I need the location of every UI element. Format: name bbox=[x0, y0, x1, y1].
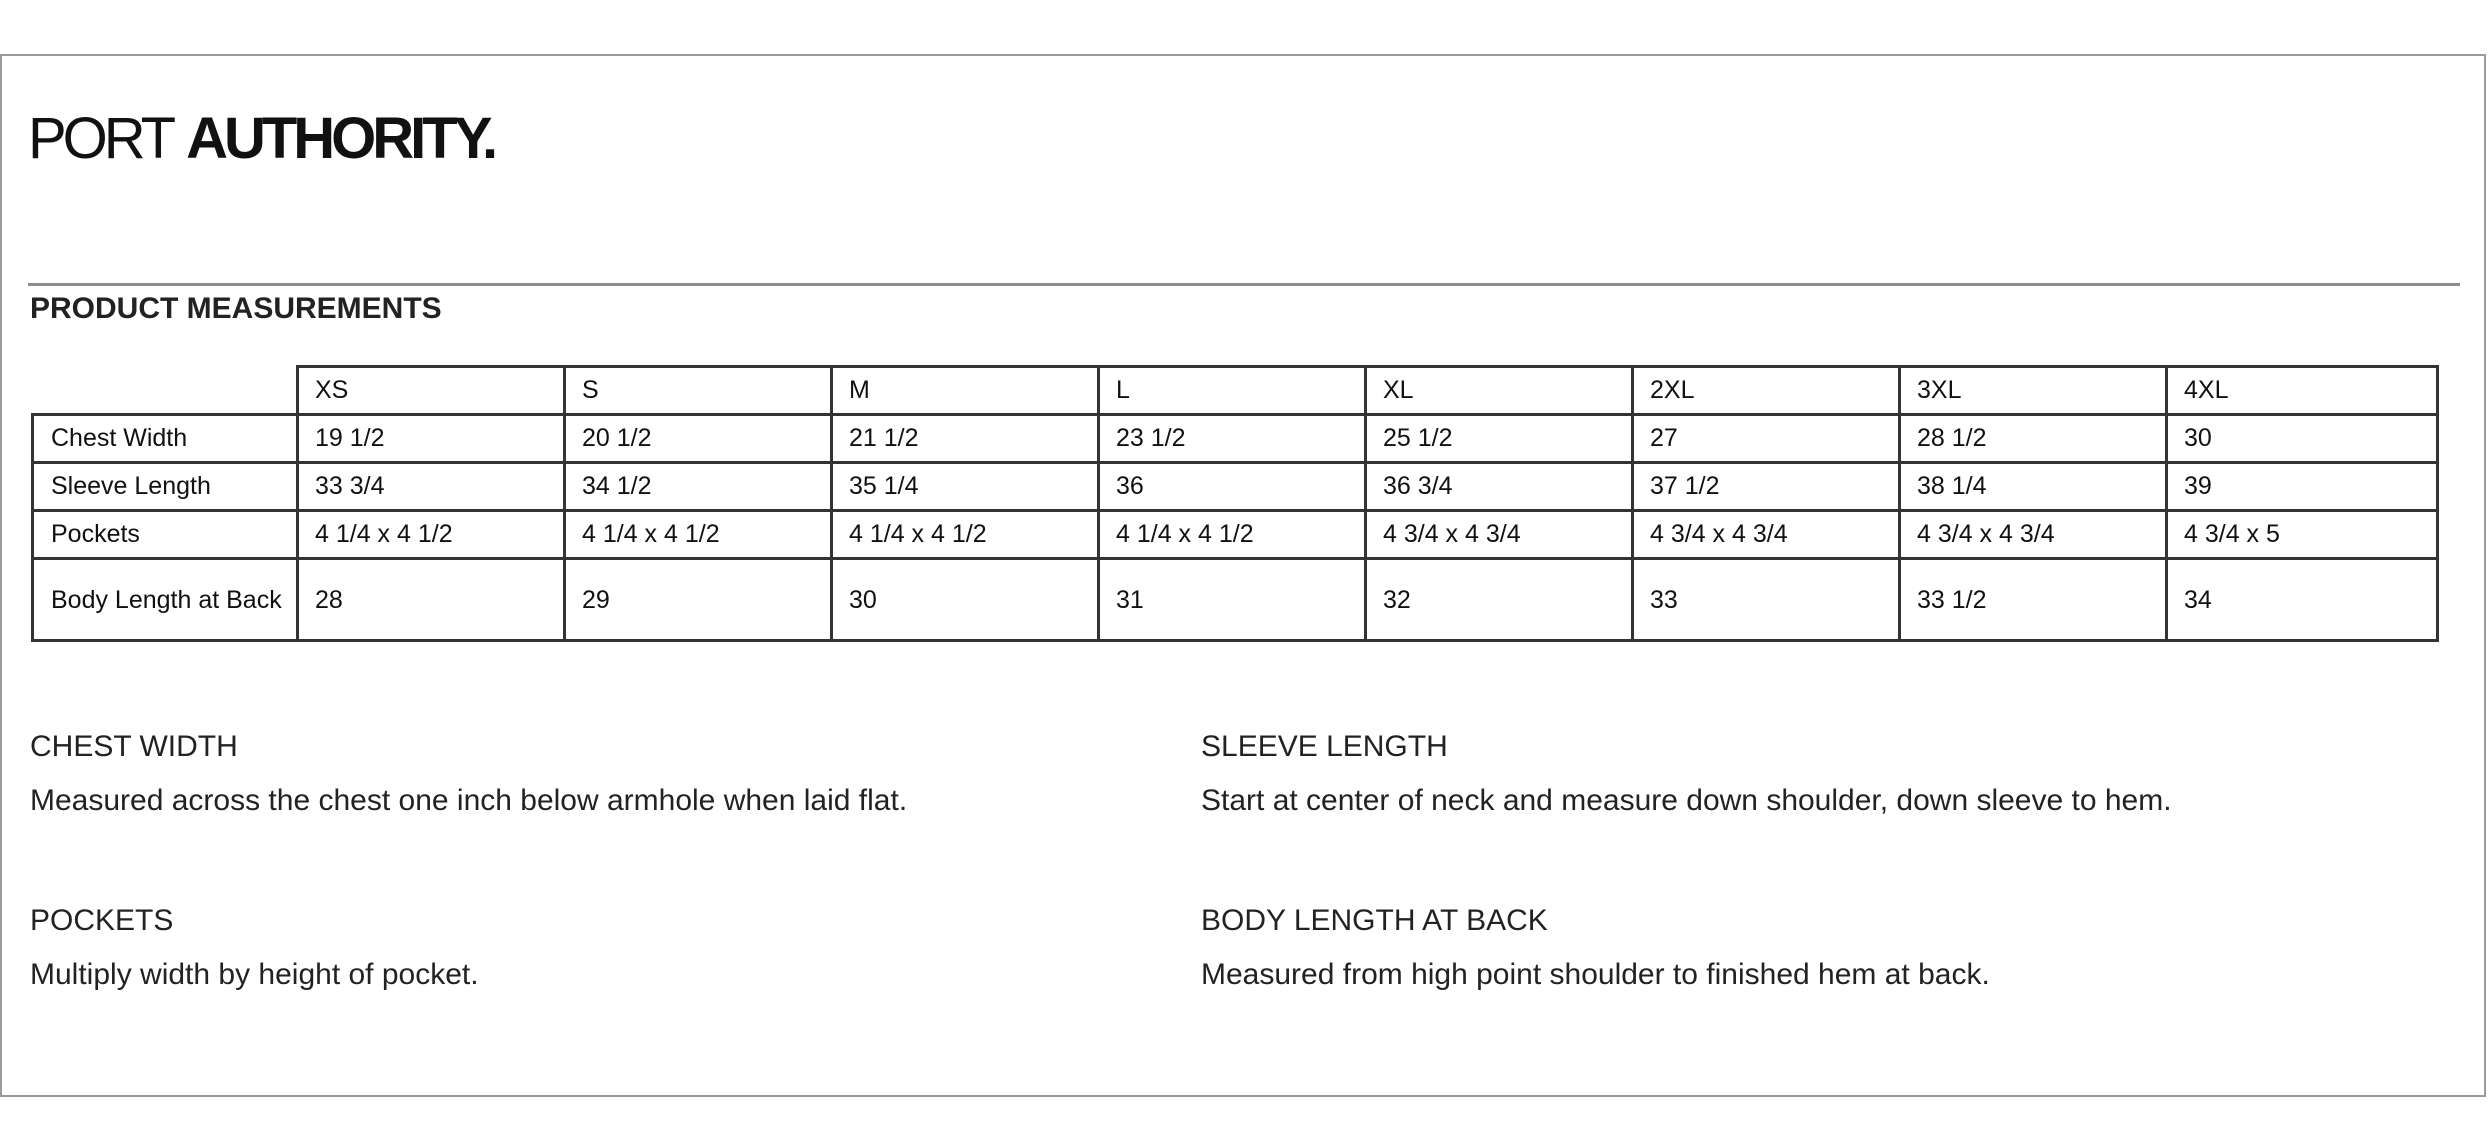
port-authority-logo bbox=[28, 106, 495, 171]
table-cell: 30 bbox=[832, 559, 1099, 641]
table-row-pockets bbox=[33, 511, 2438, 559]
pockets-description bbox=[30, 904, 479, 992]
table-cell: 36 bbox=[1099, 463, 1366, 511]
sleeve-length-description bbox=[1201, 730, 2172, 818]
table-cell: 20 1/2 bbox=[565, 415, 832, 463]
description-heading: POCKETS bbox=[30, 904, 174, 937]
table-cell: 33 3/4 bbox=[298, 463, 565, 511]
table-cell: 29 bbox=[565, 559, 832, 641]
size-header-xs: XS bbox=[298, 367, 565, 415]
table-cell: 27 bbox=[1633, 415, 1900, 463]
table-cell: 38 1/4 bbox=[1900, 463, 2167, 511]
table-cell: 28 bbox=[298, 559, 565, 641]
table-cell: 33 1/2 bbox=[1900, 559, 2167, 641]
table-cell: 36 3/4 bbox=[1366, 463, 1633, 511]
table-cell: 19 1/2 bbox=[298, 415, 565, 463]
size-header-2xl: 2XL bbox=[1633, 367, 1900, 415]
table-cell: 35 1/4 bbox=[832, 463, 1099, 511]
description-heading: CHEST WIDTH bbox=[30, 730, 238, 763]
table-corner-cell bbox=[33, 367, 298, 415]
size-header-l: L bbox=[1099, 367, 1366, 415]
size-header-xl: XL bbox=[1366, 367, 1633, 415]
table-cell: 32 bbox=[1366, 559, 1633, 641]
table-cell: 4 3/4 x 5 bbox=[2167, 511, 2438, 559]
description-heading: SLEEVE LENGTH bbox=[1201, 730, 1448, 763]
row-label: Pockets bbox=[33, 511, 298, 559]
row-label: Body Length at Back bbox=[33, 559, 298, 641]
table-cell: 30 bbox=[2167, 415, 2438, 463]
table-cell: 39 bbox=[2167, 463, 2438, 511]
description-text: Multiply width by height of pocket. bbox=[30, 958, 479, 991]
size-header-4xl: 4XL bbox=[2167, 367, 2438, 415]
table-cell: 28 1/2 bbox=[1900, 415, 2167, 463]
table-cell: 4 1/4 x 4 1/2 bbox=[565, 511, 832, 559]
table-cell: 23 1/2 bbox=[1099, 415, 1366, 463]
size-header-s: S bbox=[565, 367, 832, 415]
body-length-description bbox=[1201, 904, 1990, 992]
measurements-table bbox=[31, 365, 2439, 642]
table-cell: 4 3/4 x 4 3/4 bbox=[1900, 511, 2167, 559]
table-cell: 34 bbox=[2167, 559, 2438, 641]
section-title: PRODUCT MEASUREMENTS bbox=[30, 292, 442, 325]
header-divider bbox=[28, 283, 2460, 286]
table-row-sleeve-length bbox=[33, 463, 2438, 511]
description-heading: BODY LENGTH AT BACK bbox=[1201, 904, 1548, 937]
table-cell: 4 3/4 x 4 3/4 bbox=[1633, 511, 1900, 559]
row-label: Sleeve Length bbox=[33, 463, 298, 511]
size-header-3xl: 3XL bbox=[1900, 367, 2167, 415]
table-cell: 21 1/2 bbox=[832, 415, 1099, 463]
logo-word-authority: AUTHORITY. bbox=[186, 106, 495, 171]
logo-word-port: PORT bbox=[28, 106, 173, 171]
chest-width-description bbox=[30, 730, 907, 818]
table-row-chest-width bbox=[33, 415, 2438, 463]
table-cell: 4 3/4 x 4 3/4 bbox=[1366, 511, 1633, 559]
table-cell: 34 1/2 bbox=[565, 463, 832, 511]
table-cell: 33 bbox=[1633, 559, 1900, 641]
description-text: Measured across the chest one inch below armhole when laid flat. bbox=[30, 784, 908, 817]
table-cell: 4 1/4 x 4 1/2 bbox=[832, 511, 1099, 559]
size-header-m: M bbox=[832, 367, 1099, 415]
table-cell: 37 1/2 bbox=[1633, 463, 1900, 511]
table-cell: 4 1/4 x 4 1/2 bbox=[1099, 511, 1366, 559]
table-cell: 25 1/2 bbox=[1366, 415, 1633, 463]
table-cell: 31 bbox=[1099, 559, 1366, 641]
description-text: Measured from high point shoulder to finished hem at back. bbox=[1201, 958, 1990, 991]
table-header-row bbox=[33, 367, 2438, 415]
description-text: Start at center of neck and measure down shoulder, down sleeve to hem. bbox=[1201, 784, 2172, 817]
table-row-body-length bbox=[33, 559, 2438, 641]
row-label: Chest Width bbox=[33, 415, 298, 463]
table-cell: 4 1/4 x 4 1/2 bbox=[298, 511, 565, 559]
